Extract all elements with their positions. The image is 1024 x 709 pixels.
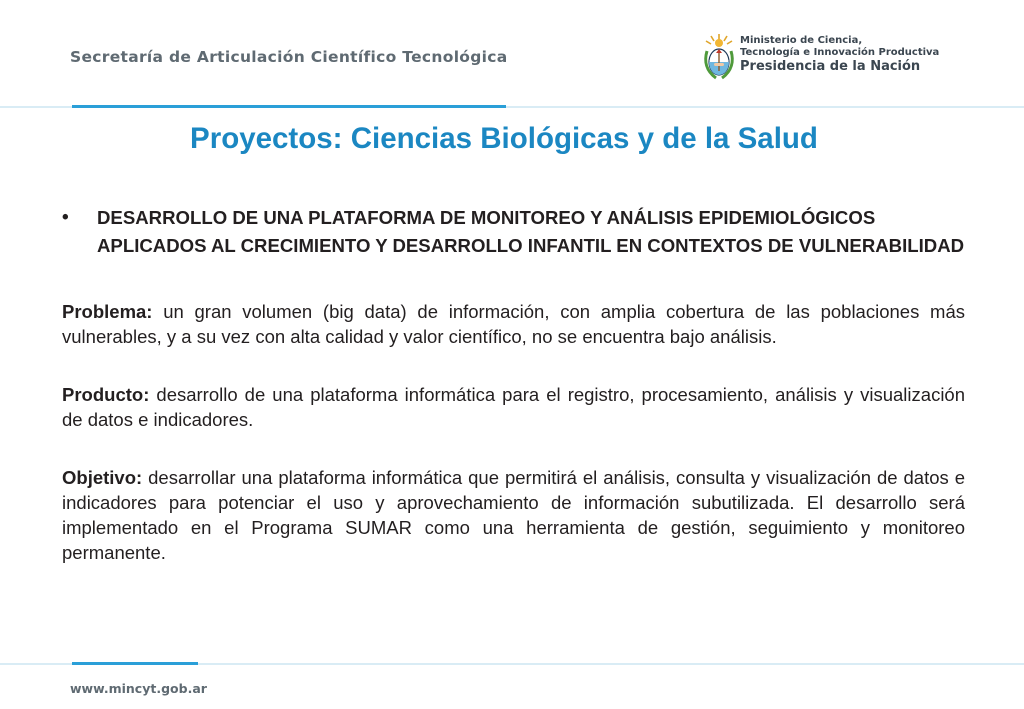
slide-content: [62, 204, 965, 565]
ministry-line3: Presidencia de la Nación: [740, 59, 921, 74]
header-organization: Secretaría de Articulación Científico Tecnológica: [70, 48, 508, 66]
problem-paragraph: [62, 299, 965, 349]
ministry-line1: Ministerio de Ciencia,: [740, 35, 863, 46]
ministry-line2: Tecnología e Innovación Productiva: [740, 47, 940, 58]
argentina-coat-of-arms-icon: [702, 33, 736, 81]
objective-label: Objetivo:: [62, 467, 149, 488]
project-name: DESARROLLO DE UNA PLATAFORMA DE MONITOREO Y ANÁLISIS EPIDEMIOLÓGICOS APLICADOS AL CRECIMIENTO Y DESARROLLO INFANTIL EN CONTEXTOS DE VULNERABILIDAD: [97, 207, 965, 256]
objective-text: desarrollar una plataforma informática que permitirá el análisis, consulta y visualización de datos e indicadores para potenciar el uso y aprovechamiento de información subutilizada. El desarrollo será implementado en el Programa SUMAR como una herramienta de gestión, seguimiento y monitoreo permanente.: [62, 467, 966, 563]
project-bullet: [62, 204, 965, 260]
problem-label: Problema:: [62, 301, 164, 322]
ministry-logo-block: [702, 33, 962, 83]
header-divider-accent: [72, 105, 506, 108]
objective-paragraph: [62, 465, 965, 565]
product-paragraph: [62, 382, 965, 432]
footer-url: www.mincyt.gob.ar: [70, 681, 207, 696]
ministry-name: [740, 35, 939, 75]
slide-title: Proyectos: Ciencias Biológicas y de la Salud: [190, 122, 818, 155]
problem-text: un gran volumen (big data) de información, con amplia cobertura de las poblaciones más vulnerables, y a su vez con alta calidad y valor científico, no se encuentra bajo análisis.: [62, 301, 965, 347]
bullet-symbol: •: [62, 207, 69, 228]
footer-divider-accent: [72, 662, 198, 665]
product-text: desarrollo de una plataforma informática para el registro, procesamiento, análisis y visualización de datos e indicadores.: [62, 384, 966, 430]
product-label: Producto:: [62, 384, 157, 405]
